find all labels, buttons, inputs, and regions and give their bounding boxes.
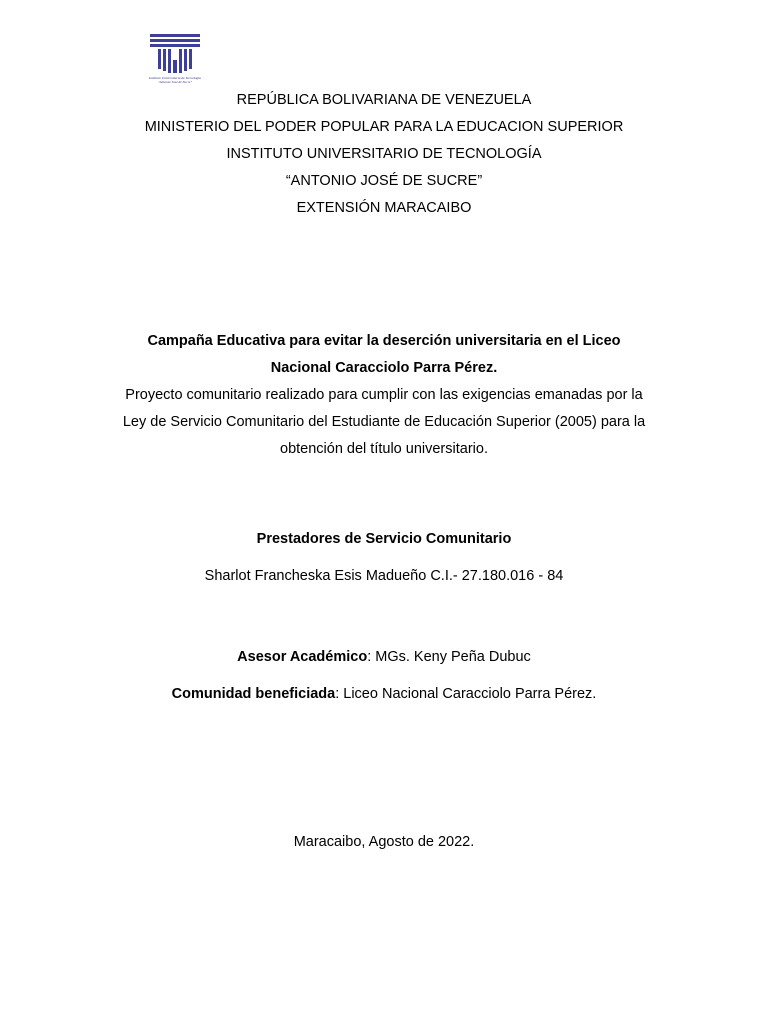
advisor-line xyxy=(0,649,768,665)
institution-logo xyxy=(140,30,220,92)
logo-caption-line2: "Antonio José de Sucre" xyxy=(157,80,192,84)
providers-heading: Prestadores de Servicio Comunitario xyxy=(256,531,512,547)
advisor-label: Asesor Académico xyxy=(237,649,368,665)
header-ministry: MINISTERIO DEL PODER POPULAR PARA LA EDUCACION SUPERIOR xyxy=(144,119,624,135)
community-line xyxy=(0,686,768,702)
logo-caption-line1: Instituto Universitario de Tecnología xyxy=(149,76,201,80)
header-extension: EXTENSIÓN MARACAIBO xyxy=(296,200,472,216)
project-title-line2: Nacional Caracciolo Parra Pérez. xyxy=(270,360,498,376)
iutajs-logo-icon xyxy=(140,30,210,76)
place-date: Maracaibo, Agosto de 2022. xyxy=(293,834,475,850)
project-description-line2: Ley de Servicio Comunitario del Estudiante de Educación Superior (2005) para la xyxy=(122,414,646,430)
advisor-value: : MGs. Keny Peña Dubuc xyxy=(367,649,531,665)
header-institute: INSTITUTO UNIVERSITARIO DE TECNOLOGÍA xyxy=(226,146,542,162)
community-value: : Liceo Nacional Caracciolo Parra Pérez. xyxy=(335,686,597,702)
project-title-line1: Campaña Educativa para evitar la deserción universitaria en el Liceo xyxy=(147,333,621,349)
project-description-line1: Proyecto comunitario realizado para cumplir con las exigencias emanadas por la xyxy=(125,387,643,403)
header-institute-name: “ANTONIO JOSÉ DE SUCRE” xyxy=(285,173,483,189)
header-country: REPÚBLICA BOLIVARIANA DE VENEZUELA xyxy=(236,92,532,108)
logo-caption xyxy=(140,76,210,84)
provider-student: Sharlot Francheska Esis Madueño C.I.- 27.180.016 - 84 xyxy=(204,568,564,584)
community-label: Comunidad beneficiada xyxy=(171,686,336,702)
project-description-line3: obtención del título universitario. xyxy=(280,441,488,457)
